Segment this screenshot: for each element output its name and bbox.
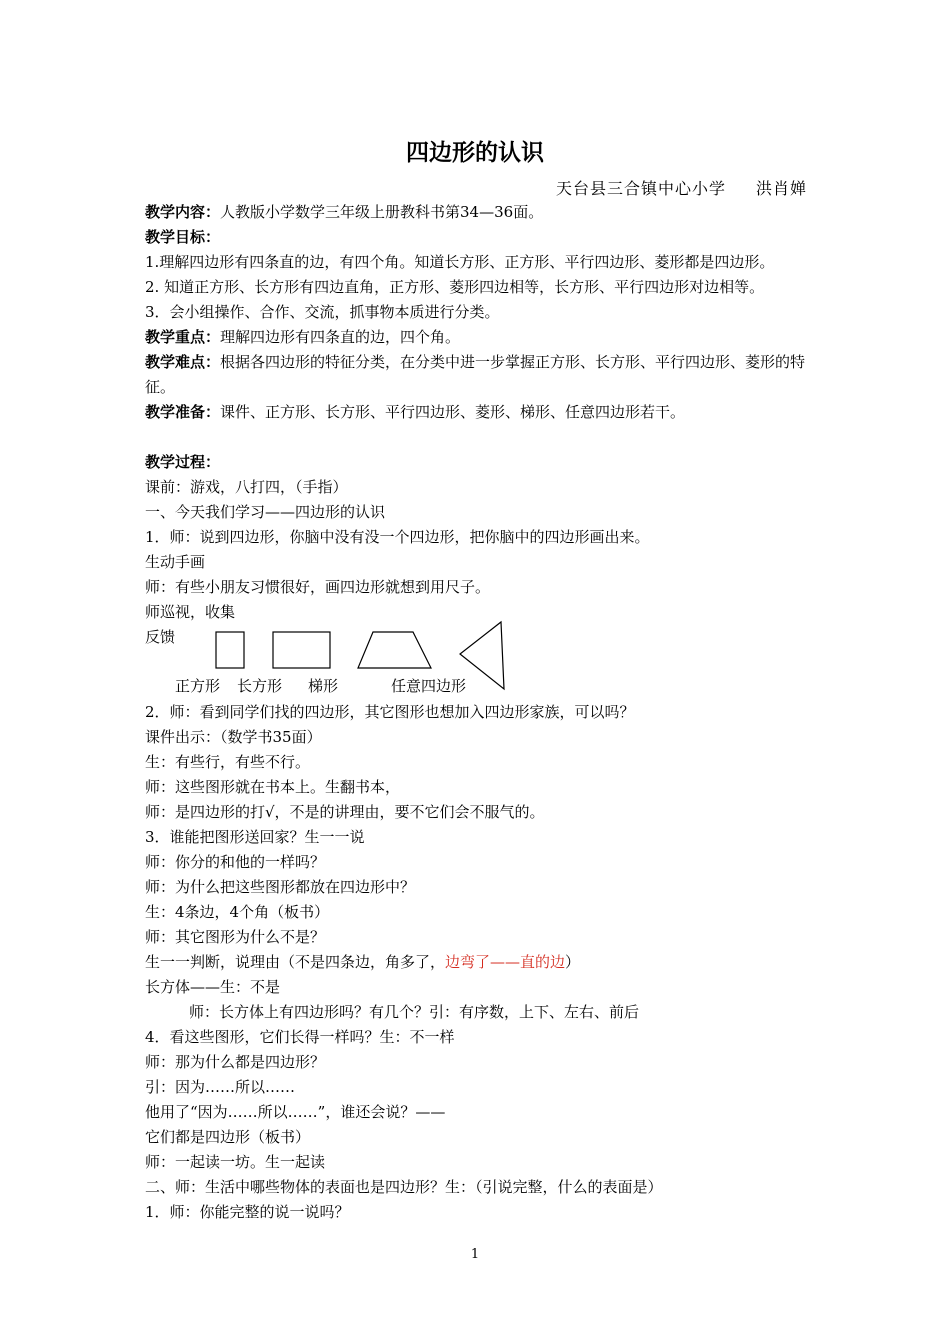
author-line (556, 176, 807, 199)
process-line: 生：4条边，4个角（板书） (145, 903, 330, 921)
process-line: 长方体——生：不是 (145, 978, 281, 996)
prep-line (145, 400, 815, 425)
process-line: 一、今天我们学习——四边形的认识 (145, 503, 386, 521)
indented-line: 师：长方体上有四边形吗？有几个？引：有序数，上下、左右、前后 (189, 1003, 640, 1021)
shape-label: 长方形 (237, 677, 283, 695)
shape-label: 正方形 (175, 677, 221, 695)
process-line: 师：有些小朋友习惯很好，画四边形就想到用尺子。 (145, 578, 491, 596)
judge-line (145, 950, 815, 975)
feedback-label: 反馈 (145, 628, 176, 646)
shape-figure (145, 625, 815, 675)
difficulty-text: 根据各四边形的特征分类，在分类中进一步掌握正方形、长方形、平行四边形、菱形的特征。 (145, 353, 806, 396)
key-line (145, 325, 815, 350)
difficulty-line (145, 350, 815, 400)
shape-label: 任意四边形 (391, 677, 467, 695)
content-text: 人教版小学数学三年级上册教科书第34—36面。 (220, 203, 544, 221)
page-number: 1 (470, 1247, 480, 1262)
highlight-text: 边弯了——直的边 (445, 953, 566, 971)
square-shape (216, 632, 244, 668)
goal-item: 2. 知道正方形、长方形有四边直角，正方形、菱形四边相等，长方形、平行四边形对边相等。 (145, 278, 765, 296)
process-line: 师：一起读一坊。生一起读 (145, 1153, 326, 1171)
difficulty-label: 教学难点： (145, 353, 221, 371)
process-line: 师：是四边形的打√，不是的讲理由，要不它们会不服气的。 (145, 803, 545, 821)
process-line: 1．师：你能完整的说一说吗？ (145, 1203, 350, 1221)
process-line: 师：为什么把这些图形都放在四边形中？ (145, 878, 416, 896)
process-line: 课前：游戏，八打四，（手指） (145, 478, 348, 496)
content-label: 教学内容： (145, 203, 221, 221)
process-line: 师：你分的和他的一样吗？ (145, 853, 326, 871)
goals-label: 教学目标： (145, 228, 221, 246)
shape-label: 梯形 (308, 677, 339, 695)
prep-label: 教学准备： (145, 403, 221, 421)
process-line: 二、师：生活中哪些物体的表面也是四边形？生：（引说完整，什么的表面是） (145, 1178, 663, 1196)
content-line (145, 200, 815, 225)
process-line: 师：那为什么都是四边形？ (145, 1053, 326, 1071)
process-line: 2．师：看到同学们找的四边形，其它图形也想加入四边形家族，可以吗？ (145, 703, 635, 721)
trapezoid-shape (358, 632, 431, 668)
goal-item: 1.理解四边形有四条直的边，有四个角。知道长方形、正方形、平行四边形、菱形都是四边形。 (145, 253, 775, 271)
shape-drawing (145, 622, 545, 678)
process-line: 他用了“因为……所以……”，谁还会说？—— (145, 1103, 446, 1121)
process-line: 3．谁能把图形送回家？生一一说 (145, 828, 365, 846)
judge-text: 生一一判断，说理由（不是四条边，角多了， (145, 953, 446, 971)
key-label: 教学重点： (145, 328, 221, 346)
blank-line (145, 425, 815, 450)
process-line: 师巡视，收集 (145, 603, 236, 621)
process-line: 4．看这些图形，它们长得一样吗？生：不一样 (145, 1028, 455, 1046)
process-line: 1．师：说到四边形，你脑中没有没一个四边形，把你脑中的四边形画出来。 (145, 528, 650, 546)
process-label: 教学过程： (145, 453, 221, 471)
process-line: 生：有些行，有些不行。 (145, 753, 311, 771)
lesson-body (145, 200, 815, 1225)
judge-text-end: ） (565, 953, 581, 971)
process-line: 它们都是四边形（板书） (145, 1128, 311, 1146)
process-line: 生动手画 (145, 553, 206, 571)
process-line: 课件出示：（数学书35面） (145, 728, 322, 746)
goal-item: 3．会小组操作、合作、交流，抓事物本质进行分类。 (145, 303, 500, 321)
page-title: 四边形的认识 (406, 140, 544, 166)
process-line: 引：因为……所以…… (145, 1078, 296, 1096)
key-text: 理解四边形有四条直的边，四个角。 (220, 328, 461, 346)
shape-labels (145, 675, 815, 700)
author-school: 天台县三合镇中心小学 (555, 179, 726, 198)
author-name: 洪肖婵 (755, 179, 807, 198)
rectangle-shape (273, 632, 330, 668)
prep-text: 课件、正方形、长方形、平行四边形、菱形、梯形、任意四边形若干。 (220, 403, 686, 421)
process-line: 师：其它图形为什么不是？ (145, 928, 326, 946)
process-line: 师：这些图形就在书本上。生翻书本， (145, 778, 401, 796)
